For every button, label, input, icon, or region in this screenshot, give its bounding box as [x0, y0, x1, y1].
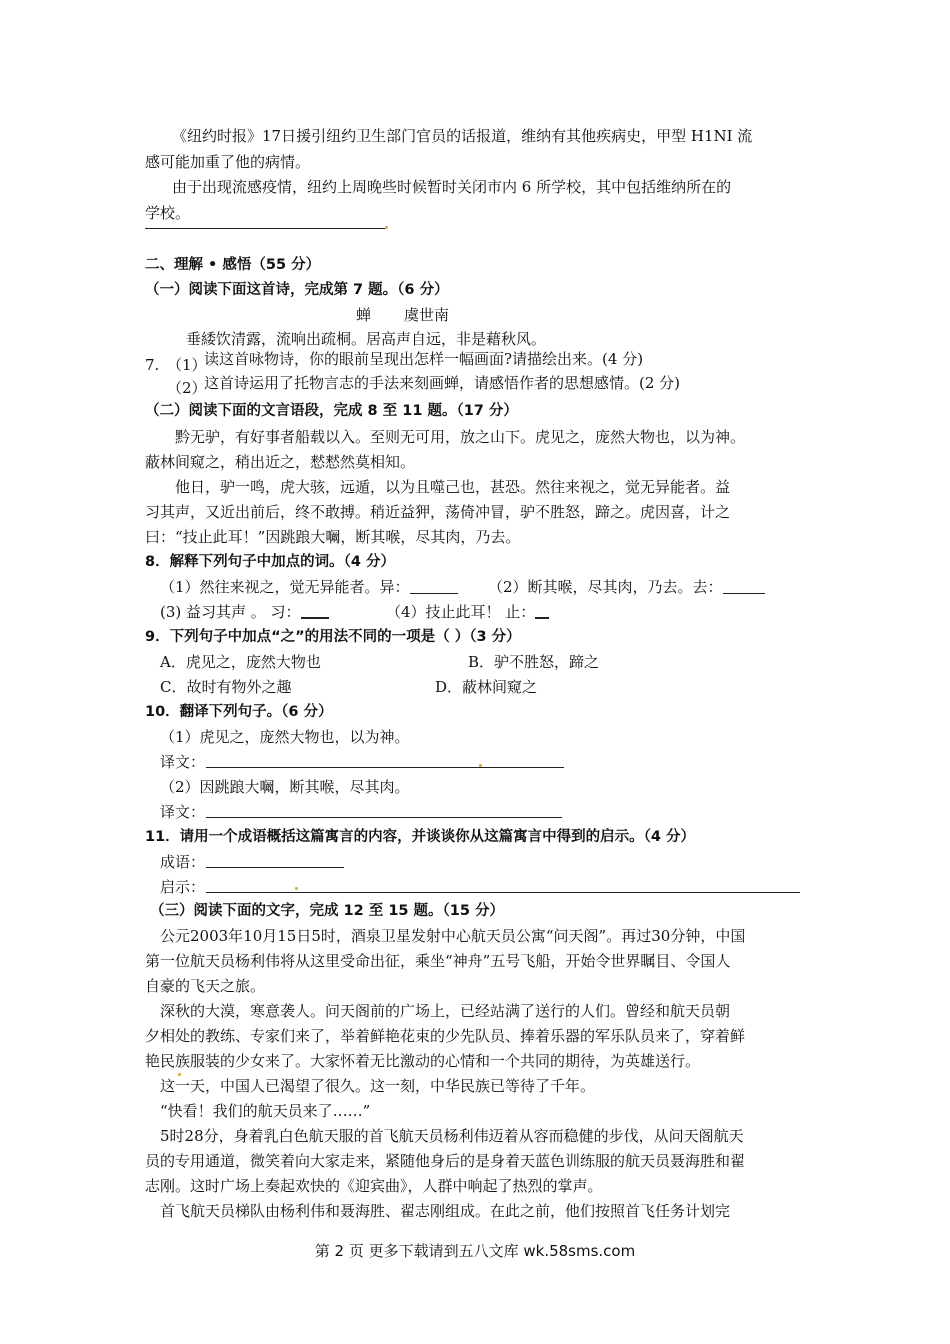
part3-paragraph-3: 这一天，中国人已渴望了很久。这一刻，中华民族已等待了千年。 — [160, 1077, 596, 1095]
part3-paragraph-6-line-1: 首飞航天员梯队由杨利伟和聂海胜、翟志刚组成。在此之前，他们按照首飞任务计划完 — [160, 1202, 731, 1220]
passage-line-2: 蔽林间窥之，稍出近之，慭慭然莫相知。 — [145, 453, 416, 471]
question-10-heading: 10．翻译下列句子。（6 分） — [145, 704, 333, 720]
question-11-heading: 11．请用一个成语概括这篇寓言的内容，并谈谈你从这篇寓言中得到的启示。（4 分） — [145, 829, 696, 845]
question-8-item-2 — [488, 576, 765, 598]
question-7-2-text: 这首诗运用了托物言志的手法来刻画蝉，请感悟作者的思想感情。(2 分) — [204, 374, 681, 392]
translation-2-answer-line[interactable] — [206, 817, 562, 818]
question-10-translation-2-label: 译文： — [160, 803, 206, 821]
translation-1-answer-line[interactable] — [206, 767, 564, 768]
part3-paragraph-1-line-1: 公元2003年10月15日5时，酒泉卫星发射中心航天员公寓“问天阁”。再过30分钟，中国 — [160, 927, 746, 945]
question-9-option-a: A．虎见之，庞然大物也 — [160, 653, 321, 671]
answer-blank[interactable] — [301, 603, 329, 619]
page-footer: 第 2 页 更多下载请到五八文库 wk.58sms.com — [314, 1242, 636, 1260]
question-8-item-1-text: （1）然往来视之，觉无异能者。异： — [160, 578, 410, 596]
question-9-option-b: B．驴不胜怒，蹄之 — [468, 653, 600, 671]
decorative-dot — [385, 226, 388, 229]
question-10-sentence-1: （1）虎见之，庞然大物也，以为神。 — [160, 728, 410, 746]
intro-paragraph-2-line-2: 学校。 — [145, 204, 191, 222]
answer-rule — [145, 228, 385, 229]
question-10-translation-1-label: 译文： — [160, 753, 206, 771]
question-8-item-1 — [160, 576, 458, 598]
part3-paragraph-5-line-3: 志刚。这时广场上奏起欢快的《迎宾曲》，人群中响起了热烈的掌声。 — [145, 1177, 603, 1195]
part3-paragraph-2-line-2: 夕相处的教练、专家们来了，举着鲜艳花束的少先队员、捧着乐器的军乐队员来了，穿着鲜 — [145, 1027, 746, 1045]
passage-line-3: 他日，驴一鸣，虎大骇，远遁，以为且噬己也，甚恐。然往来视之，觉无异能者。益 — [175, 478, 731, 496]
decorative-dot — [178, 1073, 181, 1076]
question-7-2-label: （2） — [167, 379, 207, 397]
poem-text: 垂緌饮清露，流响出疏桐。居高声自远，非是藉秋风。 — [186, 330, 547, 348]
part3-paragraph-1-line-3: 自豪的飞天之旅。 — [145, 977, 266, 995]
decorative-dot — [479, 764, 482, 767]
passage-line-4: 习其声，又近出前后，终不敢搏。稍近益狎，荡倚冲冒，驴不胜怒，蹄之。虎因喜，计之 — [145, 503, 731, 521]
question-7-number: 7. — [145, 356, 160, 374]
question-8-item-3 — [160, 601, 329, 623]
part3-paragraph-1-line-2: 第一位航天员杨利伟将从这里受命出征，乘坐“神舟”五号飞船，开始令世界瞩目、令国人 — [145, 952, 731, 970]
question-7-1-text: 读这首咏物诗，你的眼前呈现出怎样一幅画面?请描绘出来。(4 分) — [204, 350, 644, 368]
passage-line-5: 曰：“技止此耳！”因跳踉大㘎，断其喉，尽其肉，乃去。 — [145, 528, 521, 546]
question-7-1-label: （1） — [167, 356, 207, 374]
idiom-answer-line[interactable] — [206, 867, 344, 868]
decorative-dot — [295, 887, 298, 890]
part3-paragraph-2-line-3: 艳民族服装的少女来了。大家怀着无比激动的心情和一个共同的期待，为英雄送行。 — [145, 1052, 701, 1070]
part3-paragraph-4: “快看！我们的航天员来了……” — [160, 1102, 371, 1120]
part3-paragraph-5-line-2: 员的专用通道，微笑着向大家走来，紧随他身后的是身着天蓝色训练服的航天员聂海胜和翟 — [145, 1152, 746, 1170]
question-11-insight-label: 启示： — [160, 878, 206, 896]
question-9-heading: 9．下列句子中加点“之”的用法不同的一项是（ ）（3 分） — [145, 629, 521, 645]
passage-line-1: 黔无驴，有好事者船载以入。至则无可用，放之山下。虎见之，庞然大物也，以为神。 — [175, 428, 746, 446]
poem-title: 蝉 — [356, 306, 372, 324]
answer-blank[interactable] — [535, 603, 549, 619]
section-heading: 二、理解 • 感悟（55 分） — [145, 257, 321, 273]
poem-author: 虞世南 — [404, 306, 450, 324]
question-9-option-d: D．蔽林间窥之 — [435, 678, 538, 696]
question-8-item-3-text: (3) 益习其声 。 习： — [160, 603, 301, 621]
part2-heading: （二）阅读下面的文言语段，完成 8 至 11 题。（17 分） — [145, 403, 518, 419]
part3-paragraph-2-line-1: 深秋的大漠，寒意袭人。问天阁前的广场上，已经站满了送行的人们。曾经和航天员朝 — [160, 1002, 731, 1020]
question-8-heading: 8．解释下列句子中加点的词。（4 分） — [145, 554, 395, 570]
intro-paragraph-2-line-1: 由于出现流感疫情，纽约上周晚些时候暂时关闭市内 6 所学校，其中包括维纳所在的 — [172, 178, 732, 196]
answer-blank[interactable] — [723, 579, 765, 594]
question-10-sentence-2: （2）因跳踉大㘎，断其喉，尽其肉。 — [160, 778, 410, 796]
part1-heading: （一）阅读下面这首诗，完成第 7 题。（6 分） — [145, 282, 449, 298]
intro-paragraph-1-line-1: 《纽约时报》17日援引纽约卫生部门官员的话报道，维纳有其他疾病史，甲型 H1NI 流 — [172, 127, 753, 145]
question-11-idiom-label: 成语： — [160, 853, 206, 871]
question-8-item-4 — [386, 601, 549, 623]
part3-paragraph-5-line-1: 5时28分，身着乳白色航天服的首飞航天员杨利伟迈着从容而稳健的步伐，从问天阁航天 — [160, 1127, 744, 1145]
insight-answer-line[interactable] — [206, 892, 800, 893]
question-8-item-2-text: （2）断其喉，尽其肉，乃去。去： — [488, 578, 723, 596]
part3-heading: （三）阅读下面的文字，完成 12 至 15 题。（15 分） — [150, 903, 505, 919]
answer-blank[interactable] — [410, 579, 458, 594]
question-8-item-4-text: （4）技止此耳！ 止： — [386, 603, 536, 621]
question-9-option-c: C．故时有物外之趣 — [160, 678, 292, 696]
intro-paragraph-1-line-2: 感可能加重了他的病情。 — [145, 153, 311, 171]
